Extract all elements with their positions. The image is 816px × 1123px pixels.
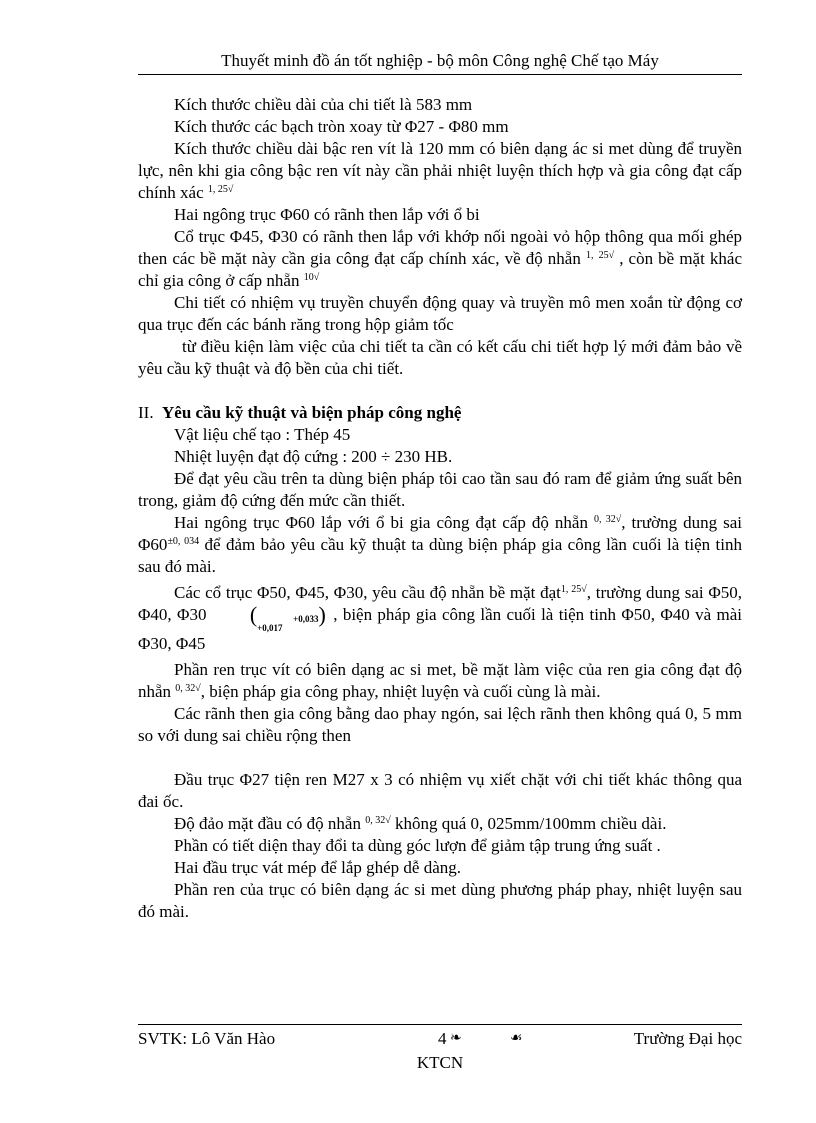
footer-author: SVTK: Lô Văn Hào [138, 1029, 276, 1048]
paragraph [138, 226, 742, 292]
paragraph: Kích thước các bạch tròn xoay từ Φ27 - Φ80 mm [174, 117, 509, 136]
section-heading [138, 402, 742, 424]
paragraph: Phần ren của trục có biên dạng ác si met dùng phương pháp phay, nhiệt luyện sau đó mài. [138, 879, 742, 921]
header-title: Thuyết minh đồ án tốt nghiệp - bộ môn Công nghệ Chế tạo Máy [221, 51, 659, 70]
tolerance-value: ±0, 034 [167, 536, 200, 547]
paragraph-text: , biện pháp gia công lần cuối là tiện tinh Φ50, Φ40 và mài Φ30, Φ45 [138, 605, 743, 653]
ornament-left-icon: ❧ [450, 1031, 462, 1046]
paragraph: Để đạt yêu cầu trên ta dùng biện pháp tôi cao tần sau đó ram để giảm ứng suất bên trong, giảm độ cứng đến mức cần thiết. [138, 469, 742, 510]
page-header [138, 50, 742, 75]
paragraph-text: không quá 0, 025mm/100mm chiều dài. [394, 813, 667, 833]
paragraph [138, 659, 742, 703]
ornament-right-icon: ☙ [510, 1031, 523, 1046]
paragraph-text: Hai ngông trục Φ60 lắp với ổ bi gia công đạt cấp độ nhẵn [174, 513, 588, 532]
roughness-symbol: 0, 32√ [593, 514, 622, 525]
roughness-symbol: 1, 25√ [207, 184, 234, 195]
paragraph: Đầu trục Φ27 tiện ren M27 x 3 có nhiệm vụ xiết chặt với chi tiết khác thông qua đai ốc. [138, 769, 742, 811]
spacer [138, 747, 742, 769]
document-body [138, 94, 742, 923]
roughness-symbol: 10√ [303, 272, 320, 283]
paragraph-text: , biện pháp gia công phay, nhiệt luyện và cuối cùng là mài. [200, 681, 601, 701]
footer-school: Trường Đại học [633, 1029, 742, 1048]
paragraph: từ điều kiện làm việc của chi tiết ta cần có kết cấu chi tiết hợp lý mới đảm bảo về yêu cầu kỹ thuật và độ bền của chi tiết. [138, 337, 742, 378]
paragraph-text: Phần ren trục vít có biên dạng ac si met, bề mặt làm việc của ren gia công đạt độ nhẵn [138, 659, 742, 701]
roughness-symbol: 0, 32√ [365, 814, 391, 826]
paragraph: Vật liệu chế tạo : Thép 45 [174, 425, 351, 444]
paragraph: Hai đầu trục vát mép để lắp ghép dễ dàng. [174, 857, 462, 877]
page-footer [138, 1028, 742, 1050]
footer-divider [138, 1024, 742, 1025]
roughness-symbol: 1, [585, 250, 594, 261]
paragraph-text: Cổ trục Φ45, Φ30 có rãnh then lắp với khớp nối ngoài vỏ hộp thông qua mối ghép then các bề mặt này cần gia công đạt cấp chính xác, về độ nhẵn [138, 227, 742, 268]
paragraph-text: để đảm bảo yêu cầu kỹ thuật ta dùng biện pháp gia công lần cuối là tiện tinh sau đó mài. [138, 535, 742, 576]
paragraph-text: Kích thước chiều dài bậc ren vít là 120 mm có biên dạng ác si met dùng để truyền lực, nên khi gia công bậc ren vít này cần phải nhiệt luyện thích hợp và gia công đạt cấp chính xác [138, 139, 742, 202]
footer-school-line2: KTCN [416, 1053, 464, 1072]
page-number: 4 [438, 1029, 447, 1048]
section-number: II. [138, 403, 154, 422]
paragraph [138, 582, 742, 655]
paragraph: Phần có tiết diện thay đổi ta dùng góc lượn để giảm tập trung ứng suất . [174, 835, 661, 855]
paragraph [138, 813, 742, 835]
paragraph: Các rãnh then gia công bằng dao phay ngón, sai lệch rãnh then không quá 0, 5 mm so với dung sai chiều rộng then [138, 703, 742, 745]
paragraph: Kích thước chiều dài của chi tiết là 583 mm [174, 95, 473, 114]
paragraph: Hai ngông trục Φ60 có rãnh then lắp với ổ bi [174, 205, 480, 224]
paragraph [138, 512, 742, 578]
paragraph-text: Độ đảo mặt đầu có độ nhẵn [174, 813, 361, 833]
paragraph-text: Các cổ trục Φ50, Φ45, Φ30, yêu cầu độ nhẵn bề mặt đạt [174, 583, 561, 602]
paragraph-text: , trường dung sai Φ60 [138, 513, 742, 554]
roughness-symbol: 0, 32√ [175, 682, 201, 694]
section-title: Yêu cầu kỹ thuật và biện pháp công nghệ [162, 403, 462, 422]
tolerance-upper: +0,033 [293, 613, 319, 624]
paragraph [138, 138, 742, 204]
paragraph: Nhiệt luyện đạt độ cứng : 200 ÷ 230 HB. [174, 447, 453, 466]
paragraph-text: , còn bề mặt khác chỉ gia công ở cấp nhẵn [138, 249, 743, 290]
roughness-symbol: 1, 25√ [560, 584, 587, 595]
roughness-symbol: 25√ [598, 250, 615, 261]
tolerance-fraction: ( +0,033 +0,017) [249, 602, 326, 633]
tolerance-lower: +0,017 [257, 622, 283, 633]
paragraph-text: , trường dung sai Φ50, Φ40, Φ30 [138, 583, 743, 624]
paragraph: Chi tiết có nhiệm vụ truyền chuyển động quay và truyền mô men xoắn từ động cơ qua trục đến các bánh răng trong hộp giảm tốc [138, 293, 742, 334]
